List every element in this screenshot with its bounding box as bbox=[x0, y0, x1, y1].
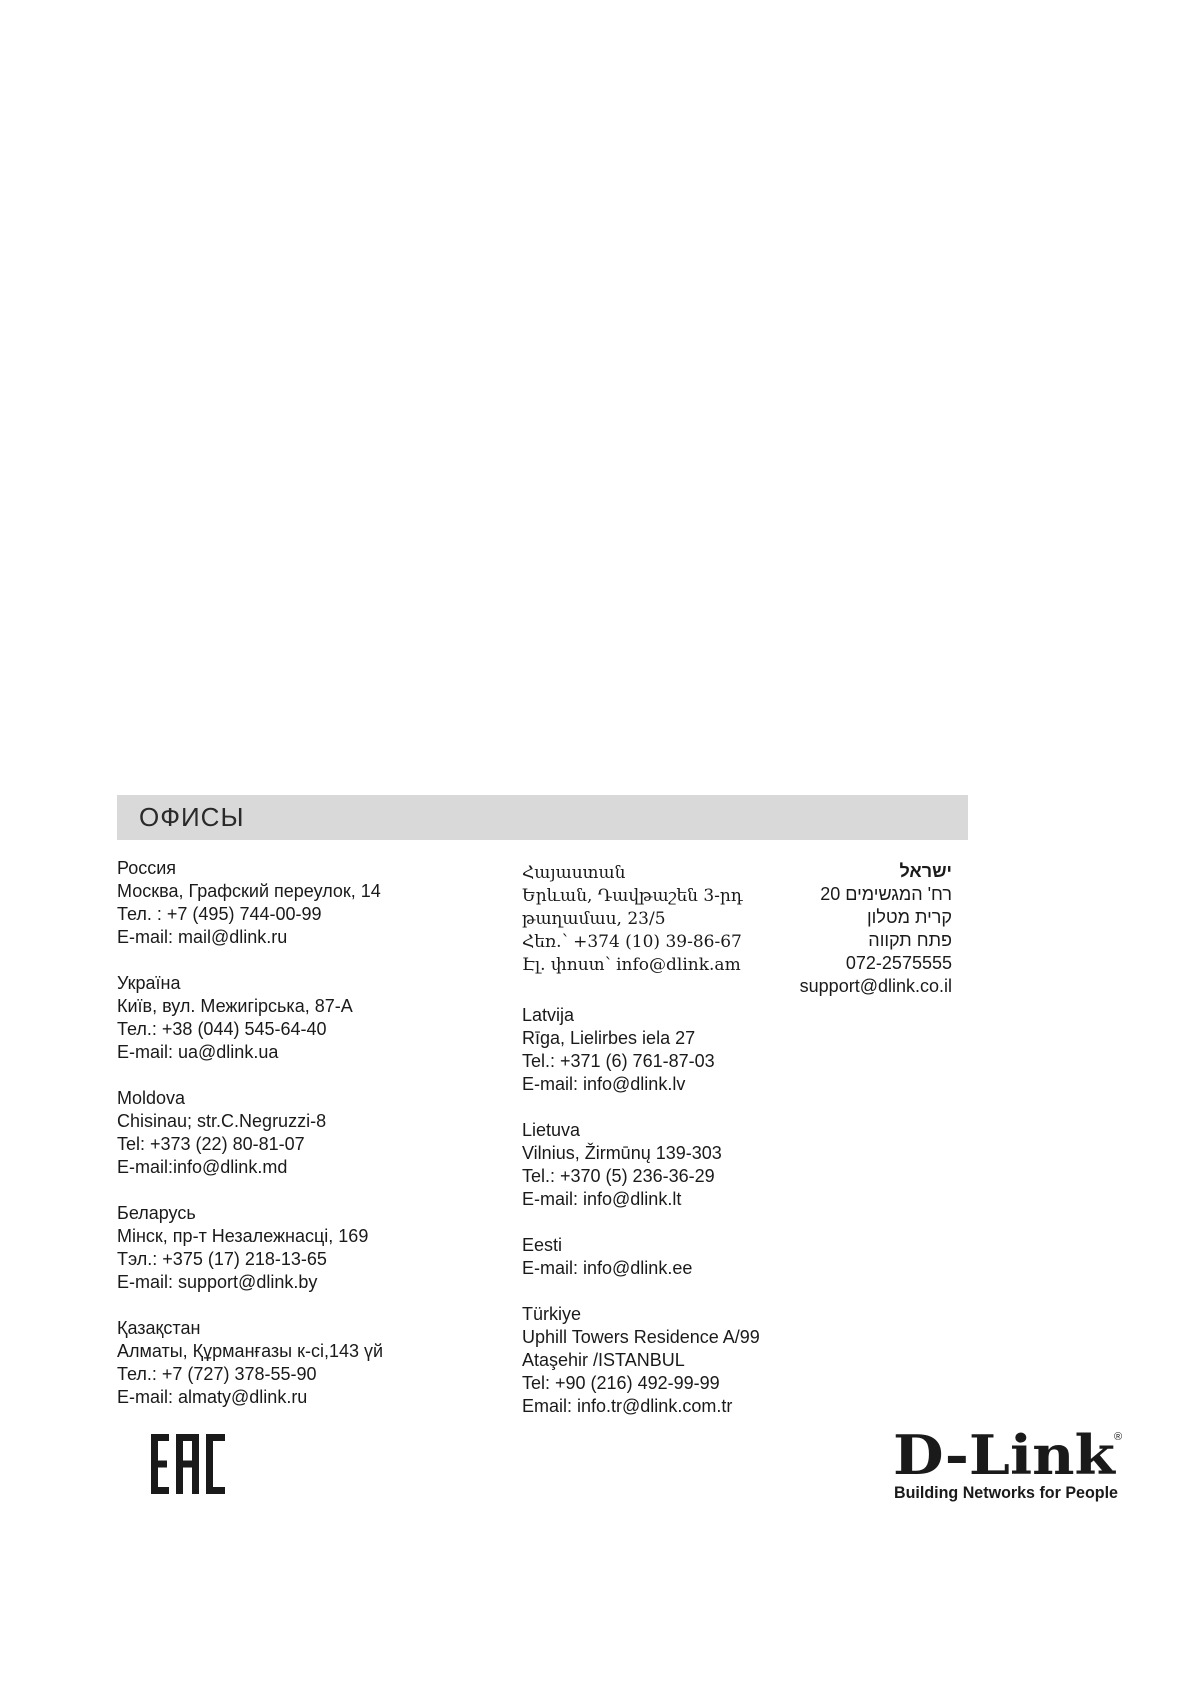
office-email: E-mail: almaty@dlink.ru bbox=[117, 1387, 308, 1407]
office-belarus bbox=[117, 1202, 368, 1294]
office-country: Қазақстан bbox=[117, 1318, 201, 1338]
office-country: Беларусь bbox=[117, 1203, 196, 1223]
office-phone: Tel: +373 (22) 80-81-07 bbox=[117, 1134, 305, 1154]
office-kazakhstan bbox=[117, 1317, 383, 1409]
office-address: פתח תקווה bbox=[868, 930, 952, 950]
dlink-brand-mark bbox=[893, 1426, 1125, 1504]
office-email: E-mail: info@dlink.lt bbox=[522, 1189, 682, 1209]
office-turkey bbox=[522, 1303, 760, 1418]
office-estonia bbox=[522, 1234, 692, 1280]
office-ukraine bbox=[117, 972, 353, 1064]
dlink-registered-mark: ® bbox=[1114, 1431, 1123, 1443]
office-address: Chisinau; str.C.Negruzzi-8 bbox=[117, 1111, 327, 1131]
office-country: ישראל bbox=[899, 861, 952, 881]
office-address: Երևան, Դավթաշեն 3-րդ bbox=[522, 886, 743, 906]
office-country: Lietuva bbox=[522, 1120, 581, 1140]
office-country: Україна bbox=[117, 973, 181, 993]
eac-logo bbox=[151, 1434, 225, 1499]
dlink-tagline: Building Networks for People bbox=[894, 1483, 1118, 1502]
office-country: Moldova bbox=[117, 1088, 186, 1108]
office-address: Алматы, Құрманғазы к-сі,143 үй bbox=[117, 1341, 384, 1361]
office-email: E-mail: info@dlink.lv bbox=[522, 1074, 686, 1094]
office-address: թաղամաս, 23/5 bbox=[522, 909, 666, 929]
office-email: E-mail: info@dlink.ee bbox=[522, 1258, 693, 1278]
office-latvia bbox=[522, 1004, 715, 1096]
office-phone: Հեռ.՝ +374 (10) 39-86-67 bbox=[522, 932, 742, 952]
office-phone: Tel: +90 (216) 492-99-99 bbox=[522, 1373, 720, 1393]
offices-title: ОФИСЫ bbox=[139, 802, 245, 832]
office-address: Мінск, пр-т Незалежнасці, 169 bbox=[117, 1226, 369, 1246]
office-email: Էլ. փոստ՝ info@dlink.am bbox=[522, 955, 741, 975]
office-address: קרית מטלון bbox=[867, 907, 952, 927]
office-country: Türkiye bbox=[522, 1304, 582, 1324]
office-email: E-mail:info@dlink.md bbox=[117, 1157, 288, 1177]
office-email: support@dlink.co.il bbox=[799, 976, 952, 996]
office-email: E-mail: support@dlink.by bbox=[117, 1272, 318, 1292]
office-phone: Tel.: +371 (6) 761-87-03 bbox=[522, 1051, 715, 1071]
office-lithuania bbox=[522, 1119, 722, 1211]
office-email: E-mail: ua@dlink.ua bbox=[117, 1042, 279, 1062]
office-email: E-mail: mail@dlink.ru bbox=[117, 927, 288, 947]
office-address: Москва, Графский переулок, 14 bbox=[117, 881, 381, 901]
office-address: Vilnius, Žirmūnų 139-303 bbox=[522, 1143, 722, 1163]
office-country: Россия bbox=[117, 858, 177, 878]
office-country: Հայաստան bbox=[522, 863, 626, 883]
office-address: רח' המגשימים 20 bbox=[820, 884, 952, 904]
office-address: Ataşehir /ISTANBUL bbox=[522, 1350, 685, 1370]
office-russia bbox=[117, 857, 381, 949]
office-country: Latvija bbox=[522, 1005, 575, 1025]
office-phone: Тэл.: +375 (17) 218-13-65 bbox=[117, 1249, 327, 1269]
eac-mark-icon bbox=[151, 1434, 225, 1494]
office-moldova bbox=[117, 1087, 326, 1179]
office-phone: 072-2575555 bbox=[845, 953, 952, 973]
office-address: Uphill Towers Residence A/99 bbox=[522, 1327, 760, 1347]
office-phone: Тел. : +7 (495) 744-00-99 bbox=[117, 904, 322, 924]
office-country: Eesti bbox=[522, 1235, 563, 1255]
office-phone: Тел.: +7 (727) 378-55-90 bbox=[117, 1364, 317, 1384]
dlink-logo bbox=[893, 1426, 1125, 1509]
office-address: Rīga, Lielirbes iela 27 bbox=[522, 1028, 696, 1048]
office-address: Київ, вул. Межигірська, 87-А bbox=[117, 996, 353, 1016]
office-phone: Tel.: +370 (5) 236-36-29 bbox=[522, 1166, 715, 1186]
offices-header-bar bbox=[117, 795, 968, 840]
office-phone: Тел.: +38 (044) 545-64-40 bbox=[117, 1019, 327, 1039]
office-israel bbox=[760, 860, 952, 998]
office-email: Email: info.tr@dlink.com.tr bbox=[522, 1396, 733, 1416]
dlink-brand-text: D-Link bbox=[893, 1426, 1117, 1487]
office-armenia bbox=[522, 862, 743, 977]
